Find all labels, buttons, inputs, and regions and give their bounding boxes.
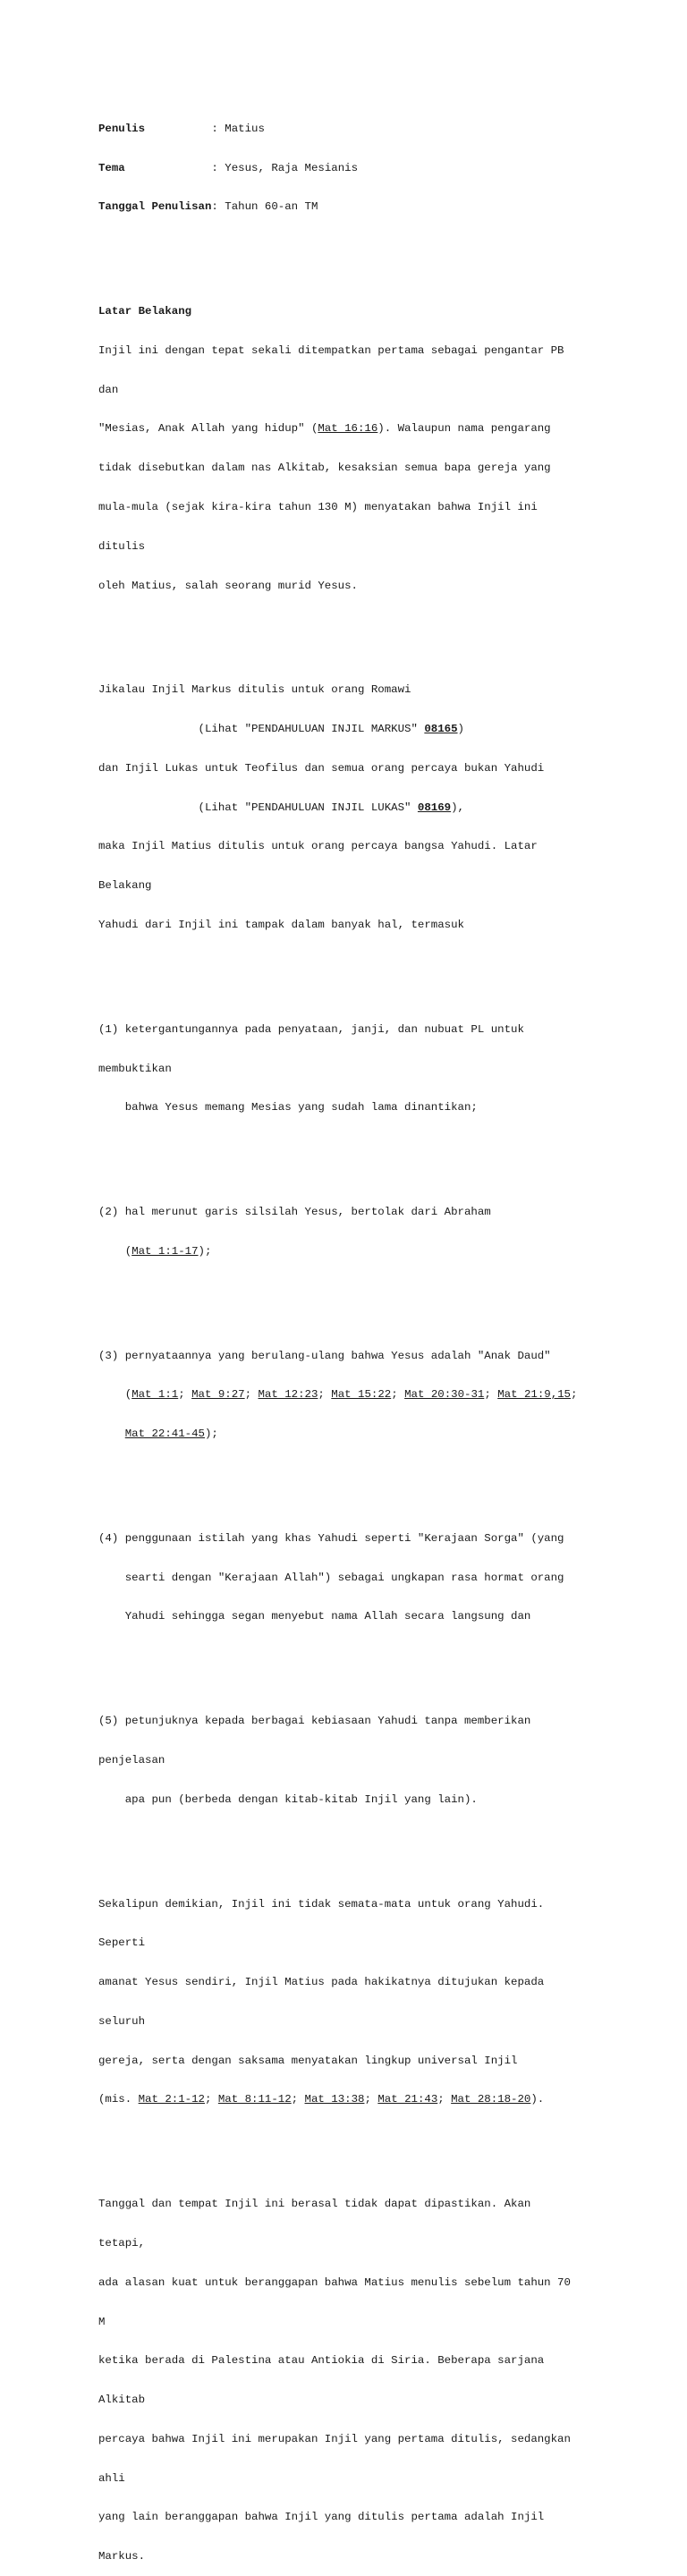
text-run: (Lihat "PENDAHULUAN INJIL LUKAS" bbox=[98, 801, 418, 814]
spacer bbox=[98, 1284, 599, 1298]
paragraph-line: Markus. bbox=[98, 2550, 146, 2563]
scripture-link[interactable]: Mat 9:27 bbox=[191, 1388, 245, 1402]
spacer bbox=[98, 240, 599, 253]
scripture-link[interactable]: Mat 21:43 bbox=[377, 2093, 438, 2106]
penulis-line bbox=[98, 123, 599, 136]
list-item-line bbox=[98, 1388, 599, 1402]
text-run: ). bbox=[530, 2093, 545, 2106]
text-run: ; bbox=[571, 1388, 578, 1402]
latar-line: tidak disebutkan dalam nas Alkitab, kesaksian semua bapa gereja yang bbox=[98, 462, 551, 475]
list-item-line: (3) pernyataannya yang berulang-ulang bahwa Yesus adalah "Anak Daud" bbox=[98, 1349, 551, 1362]
text-run: ; bbox=[484, 1388, 498, 1402]
latar-line: dan bbox=[98, 383, 119, 396]
text-run: ), bbox=[451, 801, 464, 814]
list-item-line: searti dengan "Kerajaan Allah") sebagai ungkapan rasa hormat orang bbox=[98, 1571, 564, 1584]
list-item-line bbox=[98, 1245, 599, 1258]
text-run: ) bbox=[457, 723, 464, 736]
tema-label: Tema bbox=[98, 161, 125, 174]
paragraph-line: Tanggal dan tempat Injil ini berasal tidak dapat dipastikan. Akan bbox=[98, 2198, 531, 2211]
list-item-line: membuktikan bbox=[98, 1062, 172, 1075]
text-run: ; bbox=[364, 2093, 378, 2106]
scripture-link[interactable]: Mat 20:30-31 bbox=[404, 1388, 485, 1402]
text-run: ; bbox=[318, 1388, 332, 1402]
markus-intro-link[interactable]: 08165 bbox=[424, 723, 458, 736]
paragraph-line: percaya bahwa Injil ini merupakan Injil yang pertama ditulis, sedangkan bbox=[98, 2432, 571, 2445]
spacer bbox=[98, 1140, 599, 1154]
text-run: ; bbox=[204, 2093, 218, 2106]
spacer bbox=[98, 1833, 599, 1846]
latar-line: mula-mula (sejak kira-kira tahun 130 M) menyatakan bahwa Injil ini bbox=[98, 501, 538, 513]
text-run: ; bbox=[244, 1388, 259, 1402]
text-run: ); bbox=[198, 1244, 212, 1258]
paragraph-line: dan Injil Lukas untuk Teofilus dan semua orang percaya bukan Yahudi bbox=[98, 761, 545, 775]
scripture-link[interactable]: Mat 8:11-12 bbox=[217, 2093, 292, 2106]
tema-line bbox=[98, 162, 599, 175]
paragraph-line: Seperti bbox=[98, 1936, 146, 1950]
paragraph-line bbox=[98, 801, 599, 815]
spacer bbox=[98, 958, 599, 971]
text-run: ; bbox=[437, 2093, 452, 2106]
tanggal-value: Tahun 60-an TM bbox=[225, 200, 318, 214]
tema-value: Yesus, Raja Mesianis bbox=[225, 161, 359, 174]
lukas-intro-link[interactable]: 08169 bbox=[417, 801, 452, 814]
list-item-line: (2) hal merunut garis silsilah Yesus, bertolak dari Abraham bbox=[98, 1206, 491, 1219]
tanggal-label: Tanggal Penulisan bbox=[98, 200, 212, 214]
text-run: (Lihat "PENDAHULUAN INJIL MARKUS" bbox=[98, 723, 425, 736]
latar-line: ditulis bbox=[98, 539, 146, 553]
paragraph-line: gereja, serta dengan saksama menyatakan lingkup universal Injil bbox=[98, 2054, 518, 2067]
paragraph-line bbox=[98, 2093, 599, 2106]
paragraph-line: Yahudi dari Injil ini tampak dalam banyak hal, termasuk bbox=[98, 919, 464, 931]
list-item-line: (4) penggunaan istilah yang khas Yahudi seperti "Kerajaan Sorga" (yang bbox=[98, 1531, 564, 1545]
text-run: ; bbox=[391, 1388, 405, 1402]
spacer bbox=[98, 618, 599, 631]
scripture-link[interactable]: Mat 28:18-20 bbox=[451, 2093, 531, 2106]
spacer bbox=[98, 2132, 599, 2146]
scripture-link[interactable]: Mat 13:38 bbox=[304, 2093, 365, 2106]
scripture-link[interactable]: Mat 15:22 bbox=[331, 1388, 392, 1402]
text-run: ; bbox=[178, 1388, 192, 1402]
paragraph-line: ada alasan kuat untuk beranggapan bahwa Matius menulis sebelum tahun 70 bbox=[98, 2275, 571, 2289]
paragraph-line: Alkitab bbox=[98, 2394, 146, 2407]
text-run: ); bbox=[204, 1428, 218, 1441]
paragraph-line: yang lain beranggapan bahwa Injil yang ditulis pertama adalah Injil bbox=[98, 2511, 545, 2524]
spacer bbox=[98, 1467, 599, 1480]
penulis-label: Penulis bbox=[98, 122, 146, 135]
scripture-link[interactable]: Mat 2:1-12 bbox=[138, 2093, 205, 2106]
scripture-link[interactable]: Mat 1:1 bbox=[131, 1388, 179, 1402]
text-run: ). Walaupun nama pengarang bbox=[377, 422, 551, 436]
paragraph-line: ketika berada di Palestina atau Antiokia di Siria. Beberapa sarjana bbox=[98, 2354, 545, 2368]
tanggal-line bbox=[98, 200, 599, 214]
paragraph-line bbox=[98, 723, 599, 736]
scripture-link[interactable]: Mat 12:23 bbox=[258, 1388, 318, 1402]
latar-line: oleh Matius, salah seorang murid Yesus. bbox=[98, 579, 358, 592]
text-run: "Mesias, Anak Allah yang hidup" ( bbox=[98, 422, 318, 436]
paragraph-line: tetapi, bbox=[98, 2236, 146, 2250]
latar-heading: Latar Belakang bbox=[98, 305, 192, 318]
penulis-value: Matius bbox=[225, 122, 265, 135]
scripture-link[interactable]: Mat 21:9,15 bbox=[497, 1388, 571, 1402]
tanggal-sep: : bbox=[211, 200, 225, 214]
penulis-sep: : bbox=[145, 122, 225, 135]
scripture-link[interactable]: Mat 22:41-45 bbox=[124, 1428, 205, 1441]
text-run: ( bbox=[98, 1388, 132, 1402]
list-item-line: Yahudi sehingga segan menyebut nama Allah secara langsung dan bbox=[98, 1610, 531, 1623]
paragraph-line: seluruh bbox=[98, 2014, 146, 2028]
paragraph-line: amanat Yesus sendiri, Injil Matius pada hakikatnya ditujukan kepada bbox=[98, 1976, 545, 1989]
spacer bbox=[98, 1649, 599, 1663]
list-item-line: bahwa Yesus memang Mesias yang sudah lama dinantikan; bbox=[98, 1101, 478, 1114]
paragraph-line: Belakang bbox=[98, 879, 152, 893]
list-item-line: penjelasan bbox=[98, 1754, 165, 1767]
text-run: (mis. bbox=[98, 2093, 139, 2106]
text-run bbox=[98, 1428, 125, 1440]
paragraph-line: M bbox=[98, 2315, 106, 2328]
paragraph-line: Jikalau Injil Markus ditulis untuk orang Romawi bbox=[98, 683, 411, 697]
list-item-line: apa pun (berbeda dengan kitab-kitab Injil yang lain). bbox=[98, 1792, 478, 1806]
document-body bbox=[98, 83, 599, 2576]
text-run: ( bbox=[98, 1244, 132, 1258]
list-item-line: (5) petunjuknya kepada berbagai kebiasaan Yahudi tanpa memberikan bbox=[98, 1715, 531, 1728]
scripture-link[interactable]: Mat 1:1-17 bbox=[131, 1244, 199, 1258]
text-run: ; bbox=[291, 2093, 305, 2106]
paragraph-line: ahli bbox=[98, 2471, 125, 2485]
scripture-link[interactable]: Mat 16:16 bbox=[318, 422, 378, 436]
list-item-line: (1) ketergantungannya pada penyataan, janji, dan nubuat PL untuk bbox=[98, 1022, 524, 1036]
latar-line bbox=[98, 422, 599, 436]
paragraph-line: Sekalipun demikian, Injil ini tidak semata-mata untuk orang Yahudi. bbox=[98, 1897, 545, 1911]
tema-sep: : bbox=[124, 161, 225, 174]
latar-line: Injil ini dengan tepat sekali ditempatkan pertama sebagai pengantar PB bbox=[98, 343, 564, 357]
list-item-line bbox=[98, 1428, 599, 1441]
paragraph-line: maka Injil Matius ditulis untuk orang percaya bangsa Yahudi. Latar bbox=[98, 840, 538, 853]
